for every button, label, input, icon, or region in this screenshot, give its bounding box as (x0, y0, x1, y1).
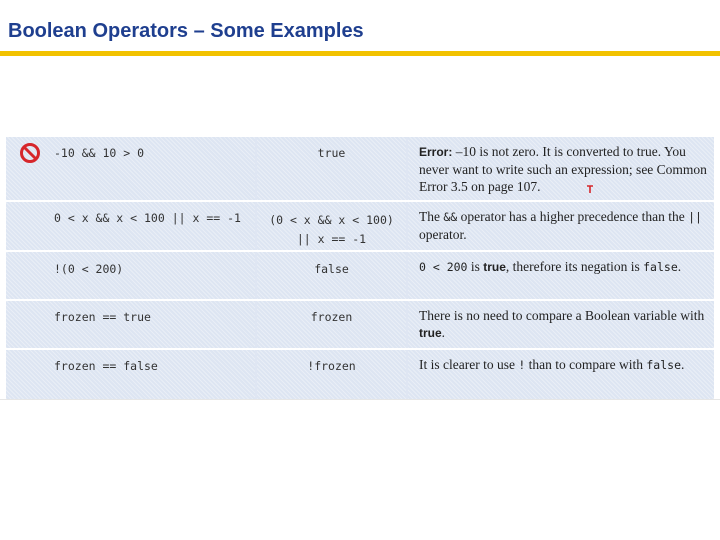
comment-fragment: . (677, 259, 682, 274)
comment-fragment: . (441, 325, 446, 340)
comment-fragment: . (681, 357, 685, 372)
comment-cell (408, 137, 714, 200)
value-cell (257, 137, 406, 200)
comment-cell (408, 350, 714, 399)
expression-cell (6, 202, 255, 250)
comment-fragment: Error: (419, 145, 453, 159)
comment-fragment: It is clearer to use (419, 357, 519, 372)
expression-text: !(0 < 200) (54, 262, 124, 276)
value-text: !frozen (307, 359, 356, 373)
comment-fragment: || (688, 210, 702, 224)
comment-text (419, 258, 708, 276)
divider (0, 399, 720, 400)
examples-table (6, 137, 714, 399)
expression-text: -10 && 10 > 0 (54, 146, 145, 160)
table-row (6, 202, 714, 250)
comment-cell (408, 202, 714, 250)
red-pointer-mark (586, 184, 594, 194)
expression-cell (6, 301, 255, 348)
comment-fragment: , therefore its negation is (505, 259, 644, 274)
expression-cell (6, 137, 255, 200)
comment-fragment: && (443, 210, 458, 224)
comment-fragment: true (419, 326, 442, 340)
value-cell (257, 350, 406, 399)
comment-fragment: There is no need to compare a Boolean variable with (419, 308, 705, 323)
value-cell (257, 252, 406, 299)
expression-cell (6, 350, 255, 399)
comment-fragment: operator has a higher precedence than the (457, 209, 689, 224)
comment-cell (408, 252, 714, 299)
expression-text: frozen == false (54, 359, 158, 373)
comment-fragment: true (483, 260, 506, 274)
comment-text (419, 143, 708, 195)
comment-fragment: operator. (419, 227, 467, 242)
value-text: frozen (310, 310, 353, 324)
value-text: (0 < x && x < 100) || x == -1 (269, 213, 394, 246)
comment-cell (408, 301, 714, 348)
title-underline (0, 51, 720, 56)
comment-fragment: 0 < 200 (419, 260, 468, 274)
value-text: true (317, 146, 346, 160)
comment-text (419, 307, 708, 342)
table-row (6, 350, 714, 399)
comment-fragment: than to compare with (525, 357, 647, 372)
no-entry-icon (19, 142, 41, 164)
table-row (6, 301, 714, 348)
value-cell (257, 301, 406, 348)
comment-text (419, 208, 708, 243)
comment-text (419, 356, 708, 374)
comment-fragment: –10 is not zero. It is converted to true. You never want to write such an expression; see Common Error 3.5 on page 107. (419, 144, 707, 194)
comment-fragment: ! (518, 358, 526, 372)
comment-fragment: false (646, 358, 681, 372)
comment-fragment: The (419, 209, 444, 224)
expression-cell (6, 252, 255, 299)
table-row (6, 252, 714, 299)
value-cell (257, 202, 406, 250)
expression-text: 0 < x && x < 100 || x == -1 (54, 211, 241, 225)
expression-text: frozen == true (54, 310, 151, 324)
comment-fragment: false (643, 260, 678, 274)
table-row (6, 137, 714, 200)
value-text: false (314, 262, 349, 276)
comment-fragment: is (467, 259, 484, 274)
slide-title: Boolean Operators – Some Examples (8, 20, 364, 42)
